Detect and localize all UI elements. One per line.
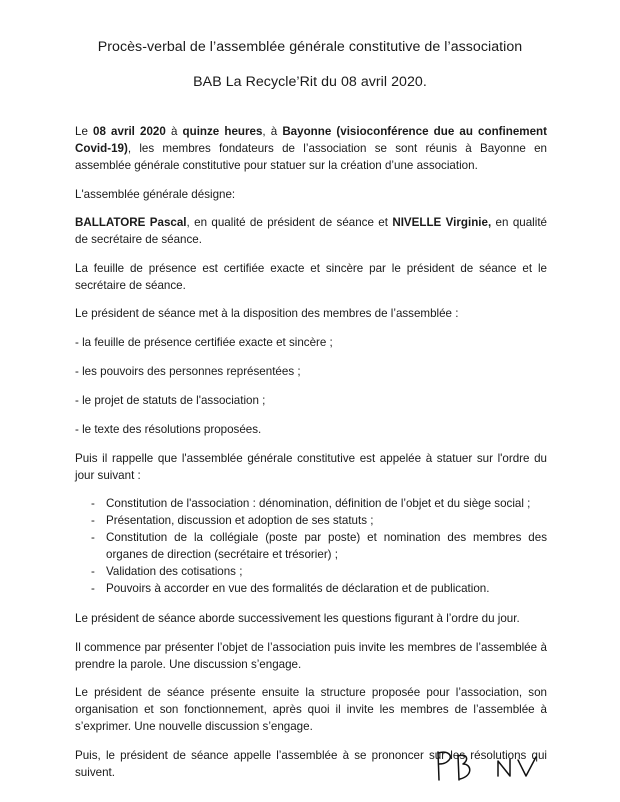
meeting-time: quinze heures (182, 125, 263, 138)
document-item: - le texte des résolutions proposées. (75, 422, 262, 436)
agenda-item: - Constitution de la collégiale (poste par poste) et nomination des membres des organes de direction (secrétaire et trésorier) ; (75, 529, 547, 563)
document-title: Procès-verbal de l’assemblée générale constitutive de l’association (97, 39, 523, 55)
agenda-item: - Présentation, discussion et adoption de ses statuts ; (75, 512, 547, 529)
meeting-date: 08 avril 2020 (93, 125, 166, 138)
presence-paragraph: La feuille de présence est certifiée exacte et sincère par le président de séance et le secrétaire de séance. (75, 261, 547, 292)
document-item: - les pouvoirs des personnes représentées ; (75, 364, 301, 378)
intro-text: , les membres fondateurs de l’association se sont réunis à Bayonne en assemblée générale constitutive pour statuer sur la création d’une association. (75, 142, 547, 172)
designation-text: en qualité de secrétaire de séance. (75, 216, 547, 246)
intro-text: à (165, 125, 183, 138)
disposal-intro: Le président de séance met à la disposition des membres de l’assemblée : (75, 307, 459, 320)
closing-paragraph: Il commence par présenter l’objet de l’association puis invite les membres de l’assemblée à prendre la parole. Une discussion s’engage. (75, 640, 547, 671)
agenda-list (75, 495, 547, 597)
intro-text: Le (75, 125, 94, 138)
document-body (75, 123, 547, 792)
agenda-intro: Puis il rappelle que l'assemblée générale constitutive est appelée à statuer sur l'ordre du jour suivant : (75, 451, 547, 482)
closing-paragraph: Puis, le président de séance appelle l’assemblée à se prononcer sur les résolutions qui suivent. (75, 748, 547, 779)
agenda-item: - Pouvoirs à accorder en vue des formalités de déclaration et de publication. (75, 580, 547, 597)
designation-text: , en qualité de président de séance et (186, 216, 393, 229)
agenda-item: - Constitution de l'association : dénomination, définition de l’objet et du siège social ; (75, 495, 547, 512)
agenda-item: - Validation des cotisations ; (75, 563, 547, 580)
intro-paragraph (75, 123, 547, 174)
designation-paragraph (75, 214, 547, 248)
document-item: - le projet de statuts de l'association ; (75, 393, 266, 407)
meeting-place: Bayonne (visioconférence due au confinement Covid-19) (75, 125, 547, 155)
designation-intro: L'assemblée générale désigne: (75, 187, 236, 201)
handwritten-initials (430, 746, 550, 786)
document-subtitle: BAB La Recycle’Rit du 08 avril 2020. (193, 74, 427, 90)
secretary-name: NIVELLE Virginie, (392, 216, 492, 229)
closing-paragraph: Le président de séance présente ensuite la structure proposée pour l’association, son organisation et son fonctionnement, après quoi il invite les membres de l’assemblée à s’exprimer. Une nouvelle discussion s’engage. (75, 686, 547, 733)
document-item: - la feuille de présence certifiée exacte et sincère ; (75, 335, 333, 349)
president-name: BALLATORE Pascal (75, 216, 187, 229)
intro-text: , à (262, 125, 283, 138)
closing-paragraph: Le président de séance aborde successivement les questions figurant à l’ordre du jour. (75, 612, 520, 625)
